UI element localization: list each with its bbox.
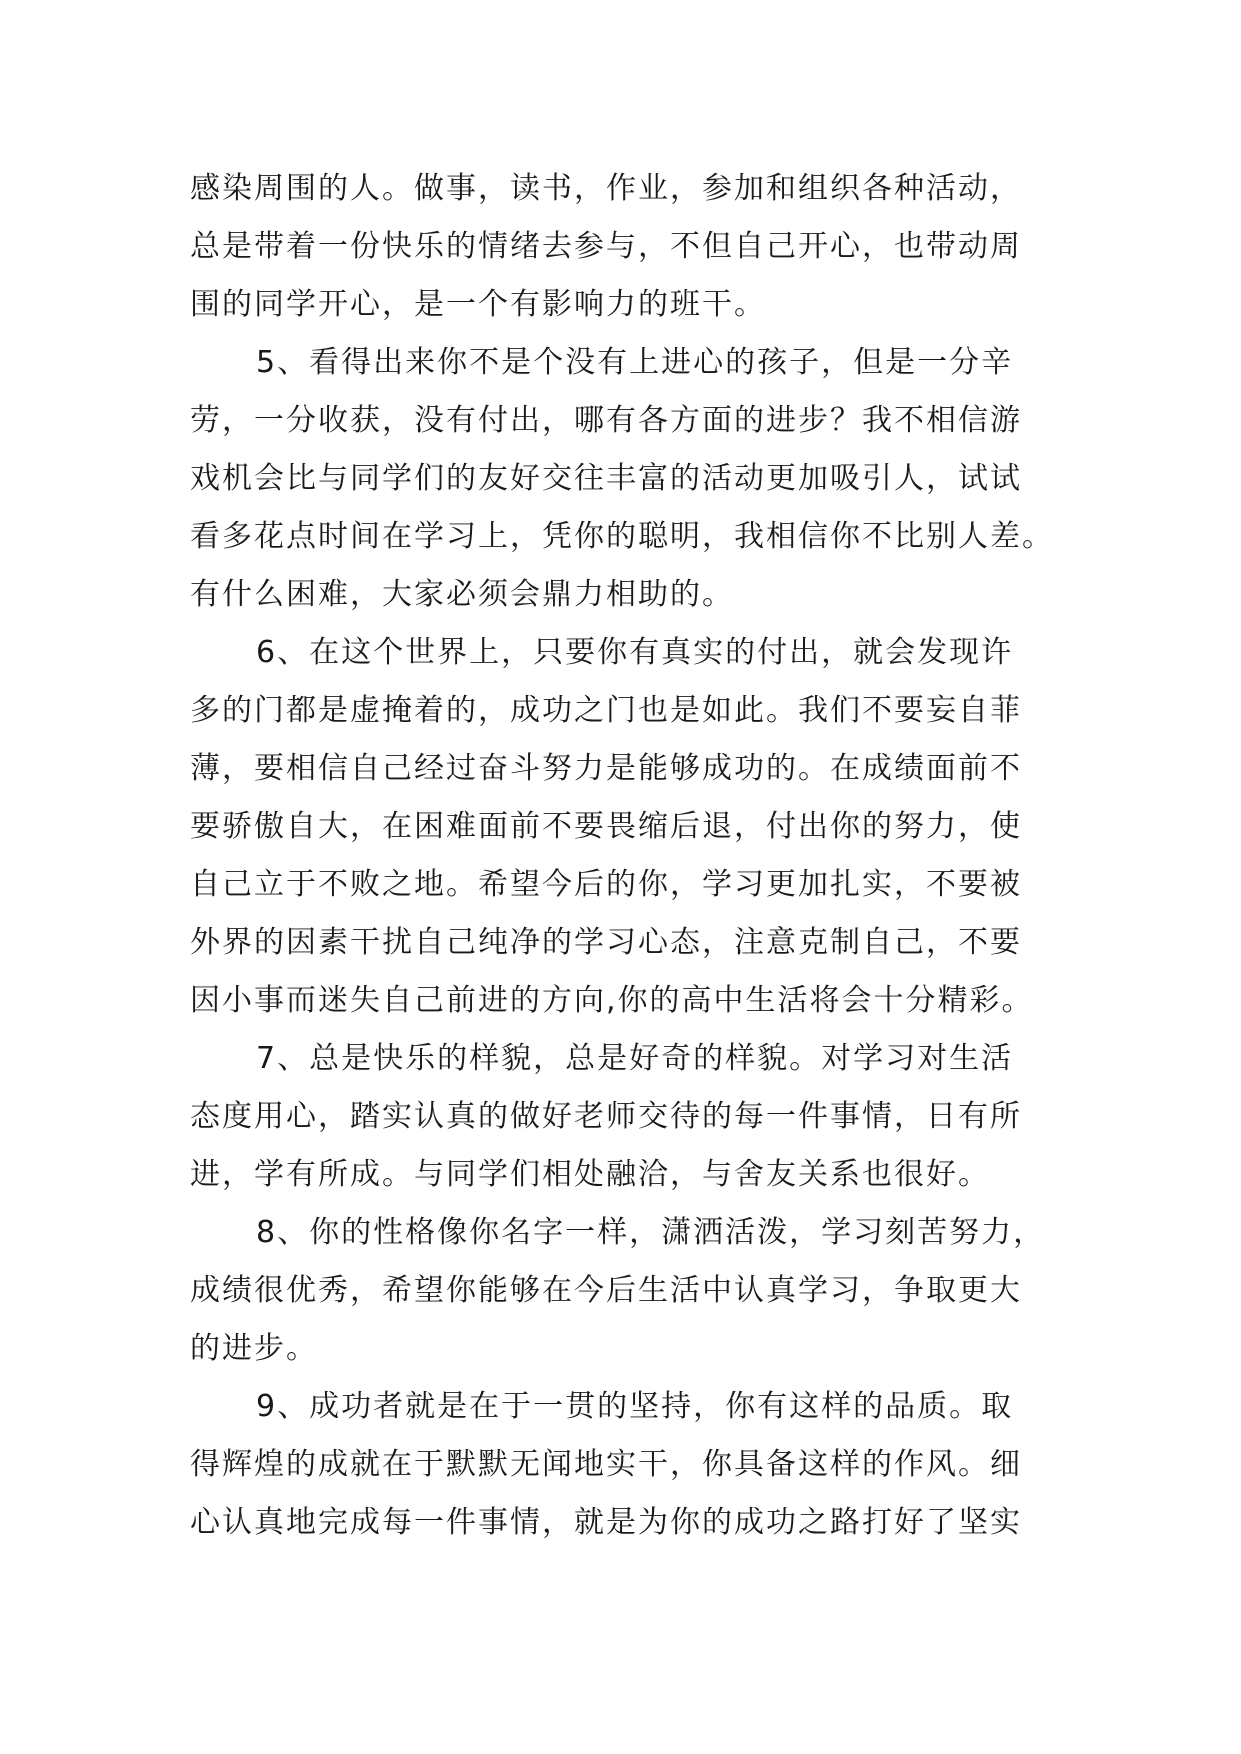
paragraph-line: 进，学有所成。与同学们相处融洽，与舍友关系也很好。 <box>190 1157 990 1192</box>
paragraph-9 <box>190 1378 1060 1552</box>
paragraph-line: 得辉煌的成就在于默默无闻地实干，你具备这样的作风。细 <box>190 1447 1022 1482</box>
paragraph-5 <box>190 334 1060 624</box>
paragraph-line: 劳，一分收获，没有付出，哪有各方面的进步？我不相信游 <box>190 403 1022 438</box>
paragraph-1 <box>190 160 1060 334</box>
paragraph-line: 9、成功者就是在于一贯的坚持，你有这样的品质。取 <box>256 1389 1014 1424</box>
paragraph-line: 戏机会比与同学们的友好交往丰富的活动更加吸引人，试试 <box>190 461 1022 496</box>
paragraph-line: 心认真地完成每一件事情，就是为你的成功之路打好了坚实 <box>190 1505 1022 1540</box>
paragraph-line: 自己立于不败之地。希望今后的你，学习更加扎实，不要被 <box>190 867 1022 902</box>
paragraph-line: 看多花点时间在学习上，凭你的聪明，我相信你不比别人差。 <box>190 519 1054 554</box>
paragraph-line: 成绩很优秀，希望你能够在今后生活中认真学习，争取更大 <box>190 1273 1022 1308</box>
paragraph-line: 有什么困难，大家必须会鼎力相助的。 <box>190 577 734 612</box>
paragraph-line: 因小事而迷失自己前进的方向,你的高中生活将会十分精彩。 <box>190 983 1034 1018</box>
paragraph-line: 6、在这个世界上，只要你有真实的付出，就会发现许 <box>256 635 1014 670</box>
paragraph-line: 总是带着一份快乐的情绪去参与，不但自己开心，也带动周 <box>190 229 1022 264</box>
paragraph-8 <box>190 1204 1060 1378</box>
paragraph-line: 外界的因素干扰自己纯净的学习心态，注意克制自己，不要 <box>190 925 1022 960</box>
paragraph-line: 的进步。 <box>190 1331 318 1366</box>
paragraph-line: 感染周围的人。做事，读书，作业，参加和组织各种活动， <box>190 171 1022 206</box>
paragraph-line: 7、总是快乐的样貌，总是好奇的样貌。对学习对生活 <box>256 1041 1014 1076</box>
paragraph-line: 围的同学开心，是一个有影响力的班干。 <box>190 287 766 322</box>
paragraph-7 <box>190 1030 1060 1204</box>
paragraph-line: 5、看得出来你不是个没有上进心的孩子，但是一分辛 <box>256 345 1014 380</box>
paragraph-line: 多的门都是虚掩着的，成功之门也是如此。我们不要妄自菲 <box>190 693 1022 728</box>
document-body <box>190 160 1060 1552</box>
paragraph-line: 8、你的性格像你名字一样，潇洒活泼，学习刻苦努力， <box>256 1215 1046 1250</box>
paragraph-6 <box>190 624 1060 1030</box>
paragraph-line: 要骄傲自大，在困难面前不要畏缩后退，付出你的努力，使 <box>190 809 1022 844</box>
paragraph-line: 态度用心，踏实认真的做好老师交待的每一件事情，日有所 <box>190 1099 1022 1134</box>
paragraph-line: 薄，要相信自己经过奋斗努力是能够成功的。在成绩面前不 <box>190 751 1022 786</box>
